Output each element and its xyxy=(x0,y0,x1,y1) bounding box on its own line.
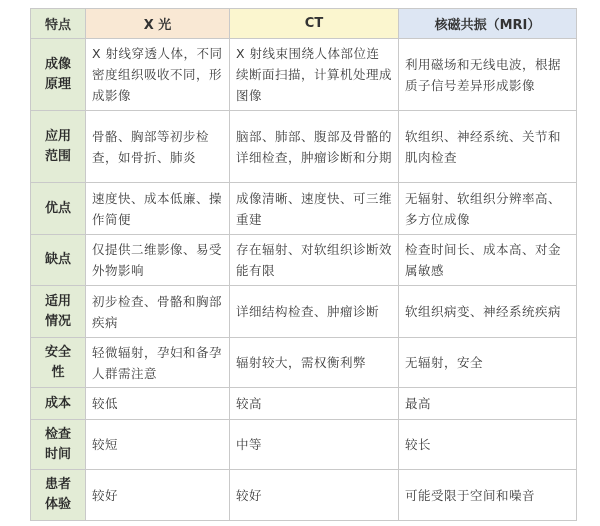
xray-cell: 初步检查、骨骼和胸部疾病 xyxy=(86,286,230,338)
header-mri: 核磁共振（MRI） xyxy=(399,9,577,39)
table-row xyxy=(31,286,577,338)
row-feature-label: 应用范围 xyxy=(31,111,86,183)
table-row xyxy=(31,388,577,420)
table-row xyxy=(31,470,577,521)
mri-cell: 软组织病变、神经系统疾病 xyxy=(399,286,577,338)
imaging-comparison-table xyxy=(30,8,577,521)
mri-cell: 利用磁场和无线电波，根据质子信号差异形成影像 xyxy=(399,39,577,111)
ct-cell: 详细结构检查、肿瘤诊断 xyxy=(230,286,399,338)
xray-cell: X 射线穿透人体，不同密度组织吸收不同，形成影像 xyxy=(86,39,230,111)
ct-cell: 脑部、肺部、腹部及骨骼的详细检查，肿瘤诊断和分期 xyxy=(230,111,399,183)
header-feature: 特点 xyxy=(31,9,86,39)
header-ct: CT xyxy=(230,9,399,39)
row-feature-label: 成本 xyxy=(31,388,86,420)
row-feature-label: 检查时间 xyxy=(31,420,86,470)
table-row xyxy=(31,183,577,235)
mri-cell: 无辐射，安全 xyxy=(399,338,577,388)
row-feature-label: 成像原理 xyxy=(31,39,86,111)
xray-cell: 速度快、成本低廉、操作简便 xyxy=(86,183,230,235)
xray-cell: 较短 xyxy=(86,420,230,470)
table-row xyxy=(31,111,577,183)
ct-cell: 较好 xyxy=(230,470,399,521)
ct-cell: 辐射较大，需权衡利弊 xyxy=(230,338,399,388)
row-feature-label: 安全性 xyxy=(31,338,86,388)
ct-cell: X 射线束围绕人体部位连续断面扫描，计算机处理成图像 xyxy=(230,39,399,111)
xray-cell: 仅提供二维影像、易受外物影响 xyxy=(86,235,230,286)
table-row xyxy=(31,235,577,286)
mri-cell: 无辐射、软组织分辨率高、多方位成像 xyxy=(399,183,577,235)
mri-cell: 最高 xyxy=(399,388,577,420)
table-row xyxy=(31,338,577,388)
xray-cell: 轻微辐射，孕妇和备孕人群需注意 xyxy=(86,338,230,388)
mri-cell: 较长 xyxy=(399,420,577,470)
xray-cell: 较好 xyxy=(86,470,230,521)
row-feature-label: 优点 xyxy=(31,183,86,235)
header-row xyxy=(31,9,577,39)
row-feature-label: 适用情况 xyxy=(31,286,86,338)
xray-cell: 较低 xyxy=(86,388,230,420)
mri-cell: 可能受限于空间和噪音 xyxy=(399,470,577,521)
mri-cell: 检查时间长、成本高、对金属敏感 xyxy=(399,235,577,286)
comparison-table-container xyxy=(30,8,576,520)
table-row xyxy=(31,420,577,470)
row-feature-label: 缺点 xyxy=(31,235,86,286)
ct-cell: 存在辐射、对软组织诊断效能有限 xyxy=(230,235,399,286)
mri-cell: 软组织、神经系统、关节和肌肉检查 xyxy=(399,111,577,183)
ct-cell: 成像清晰、速度快、可三维重建 xyxy=(230,183,399,235)
table-row xyxy=(31,39,577,111)
header-xray: X 光 xyxy=(86,9,230,39)
ct-cell: 中等 xyxy=(230,420,399,470)
ct-cell: 较高 xyxy=(230,388,399,420)
row-feature-label: 患者体验 xyxy=(31,470,86,521)
xray-cell: 骨骼、胸部等初步检查，如骨折、肺炎 xyxy=(86,111,230,183)
